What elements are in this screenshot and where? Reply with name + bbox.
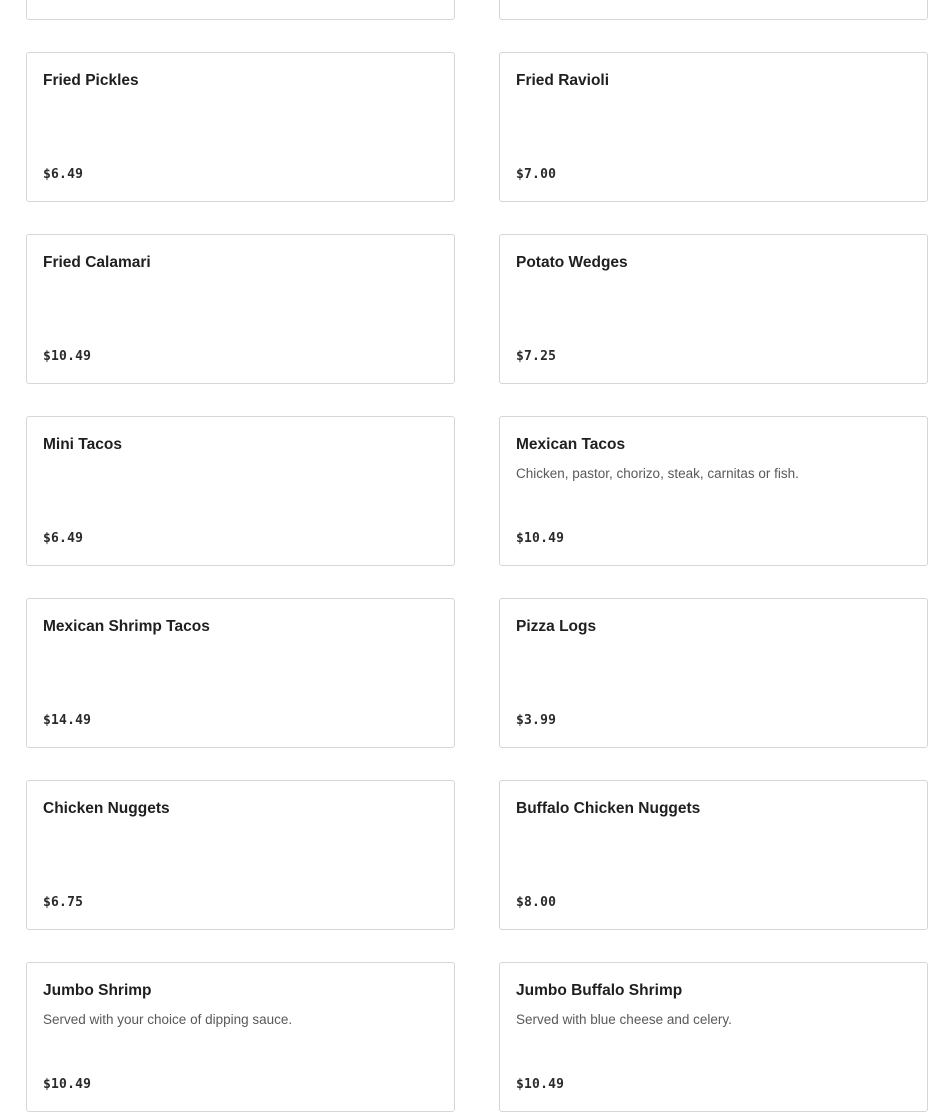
menu-item-description: Served with your choice of dipping sauce.	[43, 1012, 293, 1027]
menu-item-price: $10.49	[43, 1077, 92, 1092]
menu-item-name: Fried Pickles	[43, 72, 139, 89]
menu-item-card[interactable]	[26, 416, 455, 566]
menu-item-name: Mini Tacos	[43, 436, 122, 453]
menu-item-price: $8.00	[516, 895, 557, 910]
menu-item-price: $10.49	[516, 1077, 565, 1092]
menu-item-name: Fried Ravioli	[516, 72, 610, 89]
menu-item-card[interactable]	[499, 234, 928, 384]
menu-item-name: Fried Calamari	[43, 254, 151, 271]
menu-items-grid	[26, 0, 928, 1112]
menu-item-price: $10.49	[516, 531, 565, 546]
menu-item-card[interactable]	[499, 598, 928, 748]
menu-item-description: Served with blue cheese and celery.	[516, 1012, 732, 1027]
menu-item-name: Potato Wedges	[516, 254, 628, 271]
menu-item-price: $6.49	[43, 167, 84, 182]
menu-item-price: $10.49	[43, 349, 92, 364]
menu-item-card[interactable]	[499, 0, 928, 20]
menu-item-price: $14.49	[43, 713, 92, 728]
menu-item-card[interactable]	[26, 598, 455, 748]
menu-item-price: $3.99	[516, 713, 557, 728]
menu-item-price: $6.75	[43, 895, 84, 910]
menu-item-card[interactable]	[26, 780, 455, 930]
menu-item-name: Buffalo Chicken Nuggets	[516, 800, 701, 817]
menu-item-name: Jumbo Shrimp	[43, 982, 152, 999]
menu-item-price: $7.25	[516, 349, 557, 364]
menu-item-card[interactable]	[499, 416, 928, 566]
menu-item-price: $7.00	[516, 167, 557, 182]
menu-item-card[interactable]	[26, 0, 455, 20]
menu-item-name: Mexican Shrimp Tacos	[43, 618, 210, 635]
menu-item-name: Mexican Tacos	[516, 436, 626, 453]
menu-item-card[interactable]	[499, 780, 928, 930]
menu-item-card[interactable]	[26, 962, 455, 1112]
menu-item-card[interactable]	[499, 52, 928, 202]
menu-item-card[interactable]	[26, 234, 455, 384]
menu-item-name: Jumbo Buffalo Shrimp	[516, 982, 683, 999]
menu-item-description: Chicken, pastor, chorizo, steak, carnitas or fish.	[516, 466, 799, 481]
menu-item-card[interactable]	[26, 52, 455, 202]
menu-item-price: $6.49	[43, 531, 84, 546]
menu-item-name: Pizza Logs	[516, 618, 597, 635]
menu-item-name: Chicken Nuggets	[43, 800, 170, 817]
menu-item-card[interactable]	[499, 962, 928, 1112]
